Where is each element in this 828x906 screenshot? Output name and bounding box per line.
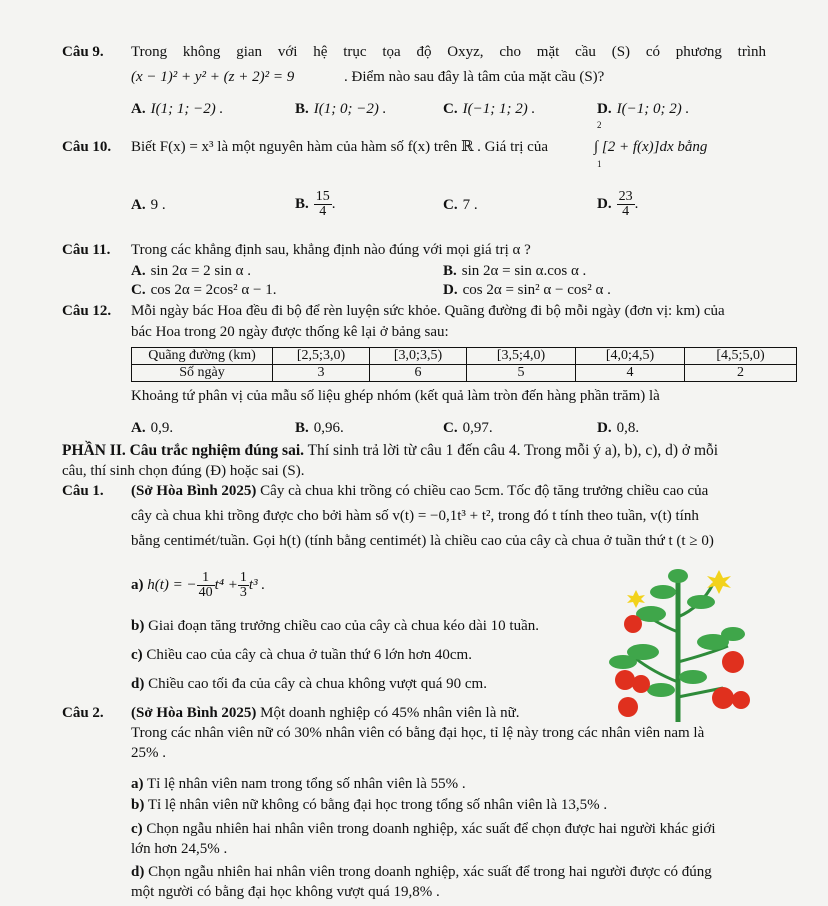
frequency-table xyxy=(131,347,797,382)
q9-option-d: D. I(−1; 0; 2) . xyxy=(597,101,690,117)
q9-line1: Trong không gian với hệ trục tọa độ Oxyz, cho mặt cầu (S) có phương trình xyxy=(131,44,766,60)
table-row xyxy=(132,365,797,382)
q10-text: Biết F(x) = x³ là một nguyên hàm của hàm số f(x) trên ℝ . Giá trị của xyxy=(131,139,548,155)
q10-number: Câu 10. xyxy=(62,139,112,155)
p2-number: Câu 2. xyxy=(62,705,104,721)
table-row xyxy=(132,348,797,365)
table-cell: 4 xyxy=(576,365,685,382)
p1-statement-d: d) Chiều cao tối đa của cây cà chua không vượt quá 90 cm. xyxy=(131,676,487,692)
q11-option-b: B. sin 2α = sin α.cos α . xyxy=(443,263,587,279)
table-cell: [2,5;3,0) xyxy=(273,348,370,365)
table-cell: 5 xyxy=(467,365,576,382)
table-cell: [3,0;3,5) xyxy=(370,348,467,365)
p1-statement-b: b) Giai đoạn tăng trưởng chiều cao của cây cà chua kéo dài 10 tuần. xyxy=(131,618,539,634)
p2-statement-c: c) Chọn ngẫu nhiên hai nhân viên trong doanh nghiệp, xác suất để chọn được hai người khác giới xyxy=(131,821,716,837)
p2-statement-c-cont: lớn hơn 24,5% . xyxy=(131,841,228,857)
p2-statement-d-cont: một người có bằng đại học không vượt quá 19,8% . xyxy=(131,884,440,900)
p1-statement-c: c) Chiều cao của cây cà chua ở tuần thứ 6 lớn hơn 40cm. xyxy=(131,647,472,663)
q9-option-a: A. I(1; 1; −2) . xyxy=(131,101,224,117)
table-cell: [3,5;4,0) xyxy=(467,348,576,365)
q9-number: Câu 9. xyxy=(62,44,104,60)
table-cell: 6 xyxy=(370,365,467,382)
p1-line2: cây cà chua khi trồng được cho bởi hàm số v(t) = −0,1t³ + t², trong đó t tính theo tuần, v(t) tính xyxy=(131,508,699,524)
p2-statement-a: a) Tỉ lệ nhân viên nam trong tổng số nhân viên là 55% . xyxy=(131,776,466,792)
q11-text: Trong các khẳng định sau, khẳng định nào đúng với mọi giá trị α ? xyxy=(131,242,531,258)
q9-option-b: B. I(1; 0; −2) . xyxy=(295,101,387,117)
q10-integral-upper: 2 xyxy=(597,120,602,130)
table-cell: [4,5;5,0) xyxy=(685,348,797,365)
q11-option-a: A. sin 2α = 2 sin α . xyxy=(131,263,252,279)
q10-option-a: A. 9 . xyxy=(131,197,166,213)
q11-number: Câu 11. xyxy=(62,242,111,258)
q9-option-c: C. I(−1; 1; 2) . xyxy=(443,101,536,117)
part2-instructions: câu, thí sinh chọn đúng (Đ) hoặc sai (S). xyxy=(62,463,305,479)
p2-line1: (Sở Hòa Bình 2025) Một doanh nghiệp có 45% nhân viên là nữ. xyxy=(131,705,520,721)
q11-option-c: C. cos 2α = 2cos² α − 1. xyxy=(131,282,277,298)
q12-question: Khoảng tứ phân vị của mẫu số liệu ghép nhóm (kết quả làm tròn đến hàng phần trăm) là xyxy=(131,388,660,404)
q12-line2: bác Hoa trong 20 ngày được thống kê lại ở bảng sau: xyxy=(131,324,449,340)
q12-option-b: B. 0,96. xyxy=(295,420,344,436)
q12-line1: Mỗi ngày bác Hoa đều đi bộ để rèn luyện sức khỏe. Quãng đường đi bộ mỗi ngày (đơn vị: km) của xyxy=(131,303,725,319)
q10-option-b: B. $\frac{15}{4}$ . xyxy=(295,189,336,220)
table-cell: 2 xyxy=(685,365,797,382)
p2-line3: 25% . xyxy=(131,745,166,761)
q10-integral: ∫ [2 + f(x)]dx bằng xyxy=(594,139,708,155)
q12-option-c: C. 0,97. xyxy=(443,420,493,436)
q10-option-d: D. $\frac{23}{4}$ . xyxy=(597,189,639,220)
p1-line3: bằng centimét/tuần. Gọi h(t) (tính bằng centimét) là chiều cao của cây cà chua ở tuần thứ t (t ≥ 0) xyxy=(131,533,714,549)
q12-option-a: A. 0,9. xyxy=(131,420,174,436)
table-header-distance: Quãng đường (km) xyxy=(132,348,273,365)
q9-equation: (x − 1)² + y² + (z + 2)² = 9 xyxy=(131,69,295,85)
q12-option-d: D. 0,8. xyxy=(597,420,640,436)
p2-line2: Trong các nhân viên nữ có 30% nhân viên có bằng đại học, tỉ lệ này trong các nhân viên nam là xyxy=(131,725,705,741)
q10-option-c: C. 7 . xyxy=(443,197,478,213)
table-cell: [4,0;4,5) xyxy=(576,348,685,365)
p2-statement-d: d) Chọn ngẫu nhiên hai nhân viên trong doanh nghiệp, xác suất để trong hai người được có đúng xyxy=(131,864,712,880)
q12-number: Câu 12. xyxy=(62,303,112,319)
table-header-days: Số ngày xyxy=(132,365,273,382)
part2-heading-line: PHẦN II. Câu trắc nghiệm đúng sai. Thí sinh trả lời từ câu 1 đến câu 4. Trong mỗi ý a), b), c), d) ở mỗi xyxy=(62,442,719,459)
p1-statement-a: a) h(t) = − $\frac{1}{40}$ t⁴ + $\frac{1}{3}$ t³ . xyxy=(131,570,266,601)
tomato-plant-illustration xyxy=(583,562,773,722)
q9-line2: . Điểm nào sau đây là tâm của mặt cầu (S)? xyxy=(344,69,605,85)
table-cell: 3 xyxy=(273,365,370,382)
p2-statement-b: b) Tỉ lệ nhân viên nữ không có bằng đại học trong tổng số nhân viên là 13,5% . xyxy=(131,797,608,813)
p1-line1: (Sở Hòa Bình 2025) Cây cà chua khi trồng có chiều cao 5cm. Tốc độ tăng trưởng chiều cao của xyxy=(131,483,709,499)
p1-number: Câu 1. xyxy=(62,483,104,499)
q11-option-d: D. cos 2α = sin² α − cos² α . xyxy=(443,282,611,298)
q10-integral-lower: 1 xyxy=(597,159,602,169)
